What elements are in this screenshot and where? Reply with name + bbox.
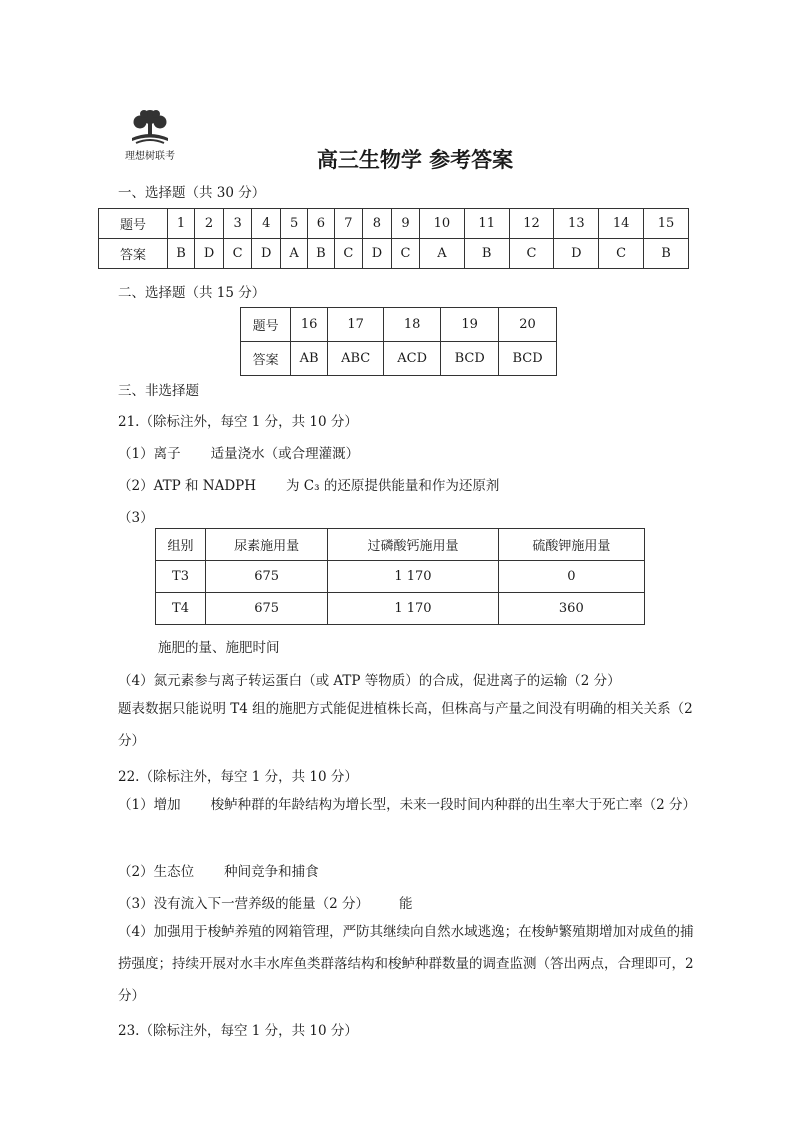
table-cell: C xyxy=(509,239,554,269)
answer-text: （1）离子 xyxy=(118,446,181,462)
table-cell: D xyxy=(554,239,599,269)
logo-text: 理想树联考 xyxy=(125,151,175,162)
table-cell: 18 xyxy=(384,308,441,342)
table-cell: 1 xyxy=(168,209,195,239)
table-cell: 11 xyxy=(464,209,509,239)
table-cell: B xyxy=(644,239,689,269)
section2-heading: 二、选择题（共 15 分） xyxy=(118,285,266,301)
answer-text: 适量浇水（或合理灌溉） xyxy=(210,446,360,462)
row-label: 答案 xyxy=(99,239,168,269)
q22-answer-4: （4）加强用于梭鲈养殖的网箱管理，严防其继续向自然水域逃逸；在梭鲈繁殖期增加对成鱼的捕捞强度；持续开展对水丰水库鱼类群落结构和梭鲈种群数量的调查监测（答出两点，合理即可，2 分） xyxy=(118,924,694,1004)
section1-heading: 一、选择题（共 30 分） xyxy=(118,185,266,201)
table-cell: 17 xyxy=(328,308,384,342)
q21-answer-4b: 题表数据只能说明 T4 组的施肥方式能促进植株长高，但株高与产量之间没有明确的相关关系（2 分） xyxy=(118,701,693,749)
table-cell: 20 xyxy=(499,308,557,342)
table-cell: 7 xyxy=(334,209,362,239)
table-row xyxy=(99,209,689,239)
table-cell: ABC xyxy=(328,342,384,376)
section3-heading: 三、非选择题 xyxy=(118,383,199,399)
q21-answer-1 xyxy=(118,442,359,462)
column-header: 过磷酸钙施用量 xyxy=(328,529,498,561)
table-cell: 8 xyxy=(362,209,391,239)
q22-answer-2 xyxy=(118,860,319,880)
section2-answer-table xyxy=(240,307,557,376)
q21-answer-3-note: 施肥的量、施肥时间 xyxy=(158,640,280,656)
table-cell: AB xyxy=(291,342,328,376)
table-cell: 4 xyxy=(252,209,281,239)
table-cell: 12 xyxy=(509,209,554,239)
table-cell: T4 xyxy=(156,593,206,625)
table-cell: C xyxy=(334,239,362,269)
row-label: 题号 xyxy=(241,308,291,342)
q22-header: 22.（除标注外，每空 1 分，共 10 分） xyxy=(118,769,358,785)
answer-text: 梭鲈种群的年龄结构为增长型，未来一段时间内种群的出生率大于死亡率（2 分） xyxy=(210,797,696,813)
table-cell: D xyxy=(362,239,391,269)
table-row xyxy=(156,561,645,593)
table-cell: 675 xyxy=(206,593,328,625)
table-cell: BCD xyxy=(441,342,499,376)
table-header-row xyxy=(156,529,645,561)
table-cell: C xyxy=(392,239,420,269)
table-cell: 2 xyxy=(194,209,223,239)
answer-text: （2）ATP 和 NADPH xyxy=(118,478,257,494)
table-cell: 19 xyxy=(441,308,499,342)
table-cell: 16 xyxy=(291,308,328,342)
table-cell: B xyxy=(307,239,334,269)
q22-answer-3 xyxy=(118,892,412,912)
table-cell: C xyxy=(224,239,252,269)
q21-header: 21.（除标注外，每空 1 分，共 10 分） xyxy=(118,414,358,430)
table-cell: B xyxy=(464,239,509,269)
tree-logo-icon xyxy=(128,108,172,146)
answer-text: （2）生态位 xyxy=(118,864,195,880)
table-cell: 10 xyxy=(419,209,464,239)
fertilizer-table xyxy=(155,528,645,625)
table-cell: A xyxy=(281,239,308,269)
answer-text: （3）没有流入下一营养级的能量（2 分） xyxy=(118,896,369,912)
row-label: 题号 xyxy=(99,209,168,239)
table-cell: C xyxy=(599,239,644,269)
table-cell: 1 170 xyxy=(328,593,498,625)
answer-text: （1）增加 xyxy=(118,797,181,813)
table-cell: D xyxy=(194,239,223,269)
section1-answer-table xyxy=(98,208,689,269)
table-cell: A xyxy=(419,239,464,269)
table-row xyxy=(99,239,689,269)
table-cell: 0 xyxy=(498,561,644,593)
row-label: 答案 xyxy=(241,342,291,376)
table-cell: 5 xyxy=(281,209,308,239)
q22-answer-1 xyxy=(118,789,696,821)
answer-text: 种间竞争和捕食 xyxy=(224,864,319,880)
table-row xyxy=(241,308,557,342)
table-row xyxy=(156,593,645,625)
column-header: 组别 xyxy=(156,529,206,561)
table-cell: 14 xyxy=(599,209,644,239)
column-header: 硫酸钾施用量 xyxy=(498,529,644,561)
answer-text: 为 C₃ 的还原提供能量和作为还原剂 xyxy=(286,478,500,494)
page-title: 高三生物学 参考答案 xyxy=(316,148,514,172)
column-header: 尿素施用量 xyxy=(206,529,328,561)
table-cell: 15 xyxy=(644,209,689,239)
table-cell: 6 xyxy=(307,209,334,239)
table-cell: ACD xyxy=(384,342,441,376)
table-cell: BCD xyxy=(499,342,557,376)
table-cell: 675 xyxy=(206,561,328,593)
table-cell: 13 xyxy=(554,209,599,239)
table-cell: T3 xyxy=(156,561,206,593)
table-cell: 9 xyxy=(392,209,420,239)
q21-answer-2 xyxy=(118,474,499,494)
q21-answer-4: （4）氮元素参与离子转运蛋白（或 ATP 等物质）的合成，促进离子的运输（2 分） xyxy=(118,673,621,689)
table-cell: B xyxy=(168,239,195,269)
table-cell: 3 xyxy=(224,209,252,239)
table-cell: 1 170 xyxy=(328,561,498,593)
table-cell: D xyxy=(252,239,281,269)
table-cell: 360 xyxy=(498,593,644,625)
q21-answer-3-label: （3） xyxy=(118,510,154,526)
table-row xyxy=(241,342,557,376)
q23-header: 23.（除标注外，每空 1 分，共 10 分） xyxy=(118,1023,358,1039)
answer-text: 能 xyxy=(398,896,413,912)
